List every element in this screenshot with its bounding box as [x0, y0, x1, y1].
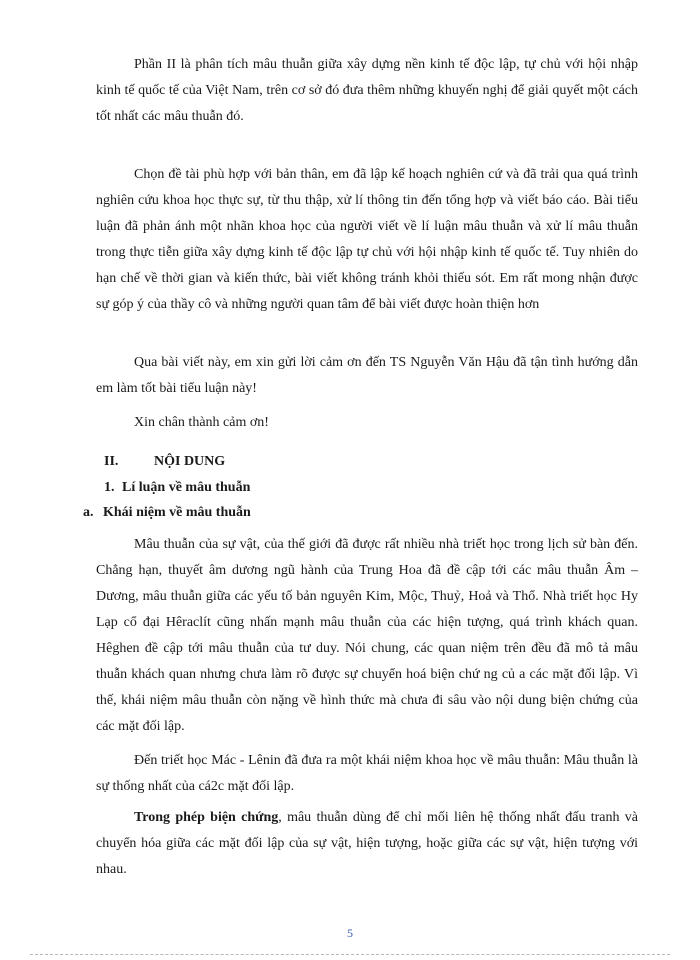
body-paragraph-3-text: , mâu thuẫn dùng để chỉ mối liên hệ thống nhất đấu tranh và chuyển hóa giữa các mặt đối lập của sự vật, hiện tượng, hoặc giữa các sự vật, hiện tượng với nhau.	[96, 810, 638, 877]
section-title: NỘI DUNG	[154, 454, 226, 469]
subsection-title: Khái niệm về mâu thuẫn	[103, 505, 251, 520]
footer-divider	[30, 954, 670, 955]
body-paragraph-2: Đến triết học Mác - Lênin đã đưa ra một khái niệm khoa học về mâu thuẫn: Mâu thuẫn là sự thống nhất của cá2c mặt đối lập.	[96, 753, 638, 794]
intro-paragraph-4: Xin chân thành cảm ơn!	[134, 415, 269, 430]
body-paragraph-1: Mâu thuẫn của sự vật, của thế giới đã được rất nhiều nhà triết học trong lịch sử bàn đến. Chẳng hạn, thuyết âm dương ngũ hành của Trung Hoa đã đề cập tới các mâu thuẫn Âm – Dương, mâu thuẫn giữa các yếu tố bản nguyên Kim, Mộc, Thuỷ, Hoả và Thổ. Nhà triết học Hy Lạp cổ đại Hêraclít cũng nhấn mạnh mâu thuẫn của các hiện tượng, quá trình khách quan. Hêghen đề cập tới mâu thuẫn của tư duy. Nói chung, các quan niệm trên đều đã mô tả mâu thuẫn khách quan nhưng chưa làm rõ được sự chuyển hoá biện chứ ng củ a các mặt đối lập. Vì thế, khái niệm mâu thuẫn còn nặng về hình thức mà chưa đi sâu vào nội dung biện chứng của các mặt đối lập.	[96, 537, 638, 734]
intro-paragraph-1: Phần II là phân tích mâu thuẫn giữa xây dựng nền kinh tế độc lập, tự chủ với hội nhập kinh tế quốc tế của Việt Nam, trên cơ sở đó đưa thêm những khuyến nghị để giải quyết một cách tốt nhất các mâu thuẫn đó.	[96, 57, 638, 124]
page-number: 5	[347, 926, 353, 940]
section-heading-2	[104, 452, 225, 472]
subsection-title: Lí luận về mâu thuẫn	[122, 480, 251, 495]
intro-paragraph-2: Chọn đề tài phù hợp với bản thân, em đã lập kế hoạch nghiên cứ và đã trải qua quá trình nghiên cứu khoa học thực sự, từ thu thập, xử lí thông tin đến tổng hợp và viết báo cáo. Bài tiểu luận đã phản ánh một nhãn khoa học của người viết về lí luận mâu thuẫn và xử lí mâu thuẫn trong thực tiễn giữa xây dựng kinh tế độc lập tự chủ với hội nhập kinh tế quốc tế. Tuy nhiên do hạn chế về thời gian và kiến thức, bài viết không tránh khỏi thiếu sót. Em rất mong nhận được sự góp ý của thầy cô và những người quan tâm để bài viết được hoàn thiện hơn	[96, 167, 638, 312]
subsection-letter: a.	[83, 505, 94, 520]
section-number: II.	[104, 454, 119, 469]
subsection-heading-a	[83, 503, 251, 523]
subsection-heading-1	[104, 478, 250, 498]
body-paragraph-3	[96, 805, 638, 883]
body-paragraph-3-emphasis: Trong phép biện chứng	[134, 810, 279, 825]
subsection-number: 1.	[104, 480, 115, 495]
intro-paragraph-3: Qua bài viết này, em xin gửi lời cảm ơn đến TS Nguyễn Văn Hậu đã tận tình hướng dẫn em làm tốt bài tiểu luận này!	[96, 355, 638, 396]
